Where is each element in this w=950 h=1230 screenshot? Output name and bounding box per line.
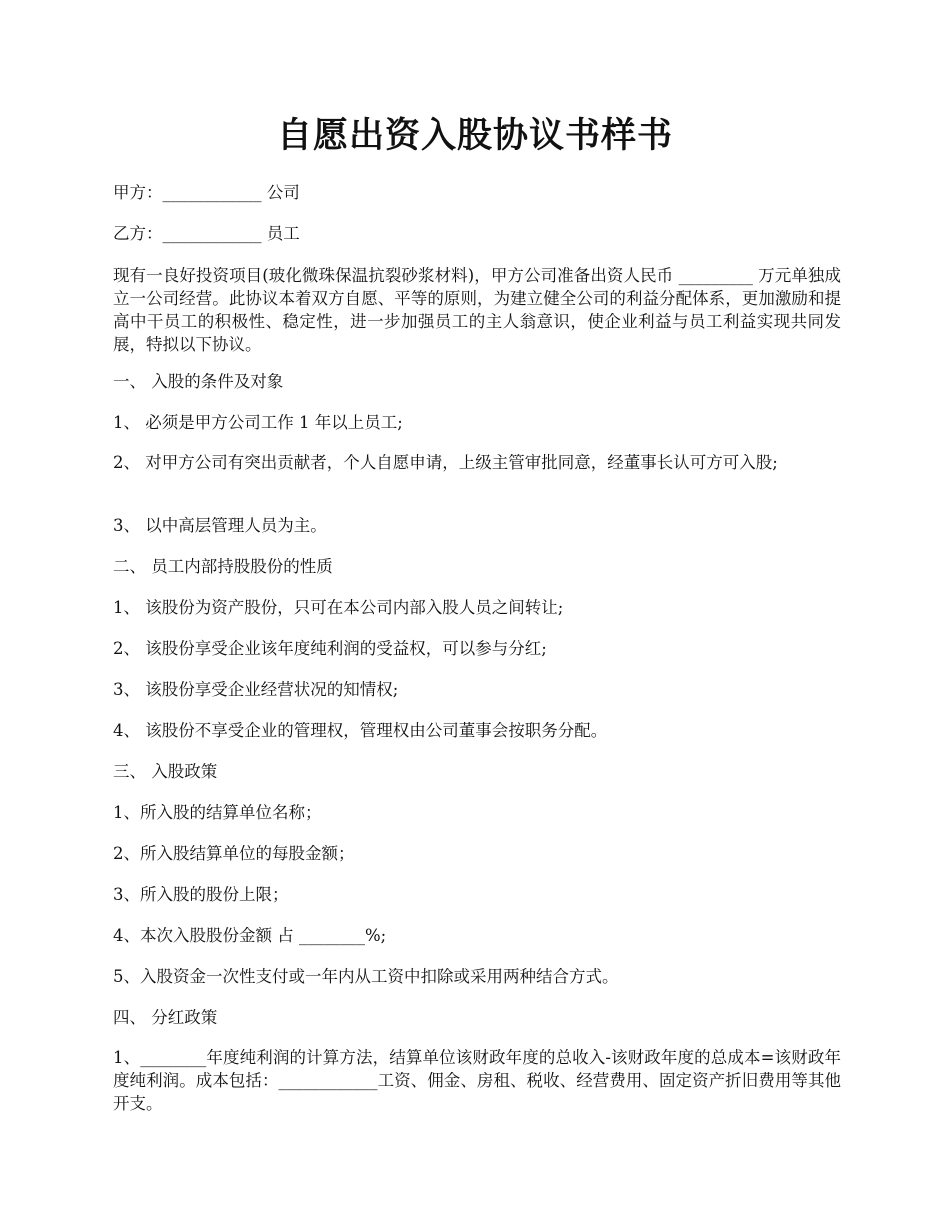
section-1-item-1: 1、 必须是甲方公司工作 1 年以上员工; [113, 413, 403, 432]
section-heading-3: 三、 入股政策 [113, 762, 218, 781]
section-2-item-3: 3、 该股份享受企业经营状况的知情权; [113, 680, 399, 699]
section-2-item-1: 1、 该股份为资产股份，只可在本公司内部入股人员之间转让; [113, 598, 564, 617]
section-1-item-3: 3、 以中高层管理人员为主。 [113, 516, 327, 535]
party-a-line: 甲方：____________ 公司 [113, 183, 300, 202]
section-4-item-1: 1、________年度纯利润的计算方法，结算单位该财政年度的总收入-该财政年度的总成本=该财政年度纯利润。成本包括：____________工资、佣金、房租、税收、经营费用、固定资产折旧费用等其他开支。 [113, 1048, 841, 1113]
section-3-item-3: 3、所入股的股份上限； [113, 885, 289, 904]
intro-paragraph: 现有一良好投资项目(玻化微珠保温抗裂砂浆材料)，甲方公司准备出资人民币 _________ 万元单独成立一公司经营。此协议本着双方自愿、平等的原则，为建立健全公司的利益分配体系，更加激励和提高中干员工的积极性、稳定性，进一步加强员工的主人翁意识，使企业利益与员工利益实现共同发展，特拟以下协议。 [113, 266, 841, 354]
section-1-item-2: 2、 对甲方公司有突出贡献者，个人自愿申请，上级主管审批同意，经董事长认可方可入股; [113, 453, 778, 472]
section-2-item-4: 4、 该股份不享受企业的管理权，管理权由公司董事会按职务分配。 [113, 721, 608, 740]
section-3-item-1: 1、所入股的结算单位名称； [113, 803, 322, 822]
party-b-line: 乙方：____________ 员工 [113, 224, 300, 243]
section-3-item-2: 2、所入股结算单位的每股金额； [113, 844, 355, 863]
section-heading-1: 一、 入股的条件及对象 [113, 372, 284, 391]
section-heading-4: 四、 分红政策 [113, 1008, 218, 1027]
section-2-item-2: 2、 该股份享受企业该年度纯利润的受益权，可以参与分红; [113, 639, 547, 658]
document-title: 自愿出资入股协议书样书 [276, 115, 673, 156]
section-3-item-5: 5、入股资金一次性支付或一年内从工资中扣除或采用两种结合方式。 [113, 967, 619, 986]
section-3-item-4: 4、本次入股股份金额 占 ________%; [113, 926, 387, 945]
section-heading-2: 二、 员工内部持股股份的性质 [113, 557, 333, 576]
